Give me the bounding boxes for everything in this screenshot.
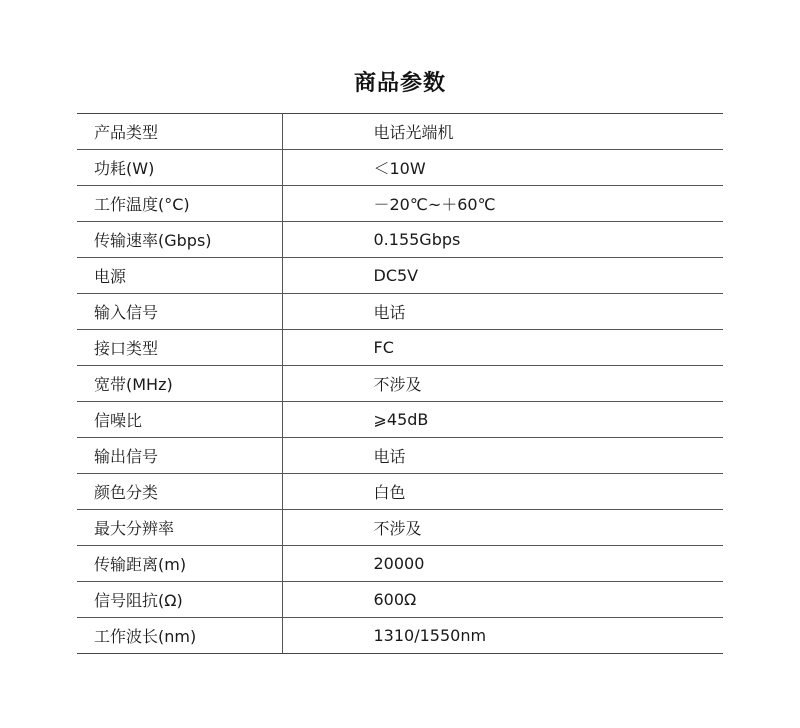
param-name: 接口类型 [77,330,282,366]
param-name: 传输距离(m) [77,546,282,582]
param-value: ⩾45dB [282,402,723,438]
param-value: 600Ω [282,582,723,618]
table-row [77,510,723,546]
table-row [77,294,723,330]
table-row [77,474,723,510]
param-value: 电话 [282,438,723,474]
product-params-table [77,113,723,654]
param-name: 功耗(W) [77,150,282,186]
param-value: 20000 [282,546,723,582]
table-row [77,402,723,438]
param-name: 传输速率(Gbps) [77,222,282,258]
table-row [77,258,723,294]
param-name: 信号阻抗(Ω) [77,582,282,618]
table-row [77,546,723,582]
table-row [77,114,723,150]
param-value: DC5V [282,258,723,294]
param-name: 产品类型 [77,114,282,150]
param-name: 信噪比 [77,402,282,438]
param-value: 0.155Gbps [282,222,723,258]
param-name: 输出信号 [77,438,282,474]
param-name: 颜色分类 [77,474,282,510]
param-name: 宽带(MHz) [77,366,282,402]
param-value: 不涉及 [282,510,723,546]
table-row [77,582,723,618]
table-row [77,186,723,222]
param-value: 白色 [282,474,723,510]
param-value: －20℃~＋60℃ [282,186,723,222]
table-row [77,438,723,474]
table-row [77,150,723,186]
table-row [77,222,723,258]
param-value: 电话光端机 [282,114,723,150]
param-name: 最大分辨率 [77,510,282,546]
param-value: ＜10W [282,150,723,186]
table-row [77,330,723,366]
param-name: 工作波长(nm) [77,618,282,654]
param-value: 1310/1550nm [282,618,723,654]
param-value: 电话 [282,294,723,330]
table-row [77,366,723,402]
param-name: 输入信号 [77,294,282,330]
param-name: 工作温度(°C) [77,186,282,222]
param-name: 电源 [77,258,282,294]
param-value: 不涉及 [282,366,723,402]
page-title: 商品参数 [353,71,446,96]
param-value: FC [282,330,723,366]
table-row [77,618,723,654]
